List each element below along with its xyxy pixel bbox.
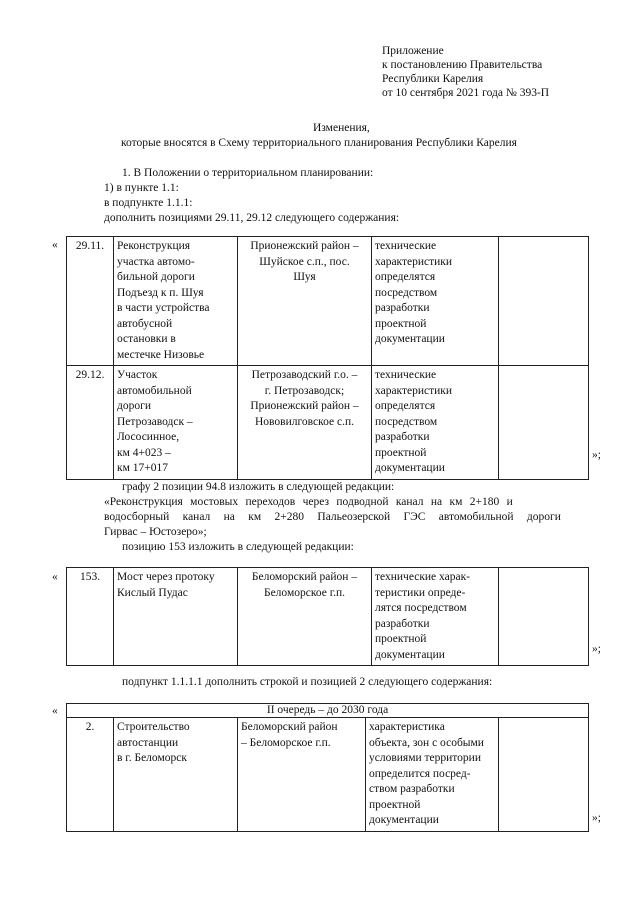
body-paragraph: позицию 153 изложить в следующей редакции:: [122, 541, 354, 553]
quote-close-mark: »;: [592, 812, 601, 824]
intro-paragraph: в подпункте 1.1.1:: [104, 197, 193, 209]
header-line: к постановлению Правительства: [382, 59, 543, 71]
table-heading-row: [67, 704, 589, 718]
position-153-table: [66, 567, 589, 666]
quote-close-mark: »;: [592, 449, 601, 461]
header-line: от 10 сентября 2021 года № 393-П: [382, 87, 550, 99]
object-name: Реконструкция участка автомо- бильной дороги Подъезд к п. Шуя в части устройства автобусной остановки в местечке Низовье: [114, 237, 238, 366]
location: Беломорский район – Беломорское г.п.: [238, 568, 372, 666]
intro-paragraph: 1. В Положении о территориальном планировании:: [122, 167, 374, 179]
doc-title: Изменения,: [313, 122, 370, 134]
characteristics: технические харак- теристики опреде- лятся посредством разработки проектной документации: [372, 568, 499, 666]
body-paragraph: водосборный канал на км 2+280 Пальеозерской ГЭС автомобильной дороги: [104, 511, 561, 523]
intro-paragraph: дополнить позициями 29.11, 29.12 следующего содержания:: [104, 212, 400, 224]
header-line: Республики Карелия: [382, 73, 484, 85]
location: Петрозаводский г.о. – г. Петрозаводск; Прионежский район – Нововилговское с.п.: [238, 366, 372, 480]
position-number: 2.: [67, 718, 114, 832]
table-row: [67, 237, 589, 366]
positions-table: [66, 236, 589, 480]
stage-two-table: [66, 703, 589, 832]
doc-subtitle: которые вносятся в Схему территориального планирования Республики Карелия: [121, 137, 517, 149]
extra-cell: [499, 568, 589, 666]
stage-heading: II очередь – до 2030 года: [67, 704, 589, 718]
extra-cell: [499, 718, 589, 832]
characteristics: технические характеристики определятся посредством разработки проектной документации: [372, 237, 499, 366]
object-name: Участок автомобильной дороги Петрозаводск – Лососинное, км 4+023 – км 17+017: [114, 366, 238, 480]
table-row: [67, 366, 589, 480]
body-paragraph: графу 2 позиции 94.8 изложить в следующей редакции:: [122, 481, 395, 493]
position-number: 153.: [67, 568, 114, 666]
body-paragraph: Гирвас – Юстозеро»;: [104, 526, 207, 538]
table-row: [67, 568, 589, 666]
characteristics: технические характеристики определятся посредством разработки проектной документации: [372, 366, 499, 480]
header-line: Приложение: [382, 45, 444, 57]
quote-close-mark: »;: [592, 643, 601, 655]
object-name: Строительство автостанции в г. Беломорск: [114, 718, 238, 832]
location: Прионежский район – Шуйское с.п., пос. Шуя: [238, 237, 372, 366]
extra-cell: [499, 366, 589, 480]
characteristics: характеристика объекта, зон с особыми условиями территории определится посред- ством разработки проектной документации: [366, 718, 499, 832]
extra-cell: [499, 237, 589, 366]
position-number: 29.12.: [67, 366, 114, 480]
intro-paragraph: 1) в пункте 1.1:: [104, 182, 179, 194]
table-row: [67, 718, 589, 832]
appendix-header: [382, 44, 549, 100]
object-name: Мост через протоку Кислый Пудас: [114, 568, 238, 666]
body-paragraph: подпункт 1.1.1.1 дополнить строкой и позицией 2 следующего содержания:: [122, 676, 493, 688]
quote-open-mark: «: [52, 239, 58, 251]
position-number: 29.11.: [67, 237, 114, 366]
quote-open-mark: «: [52, 705, 58, 717]
quote-open-mark: «: [52, 571, 58, 583]
body-paragraph: «Реконструкция мостовых переходов через подводной канал на км 2+180 и: [104, 496, 513, 508]
location: Беломорский район – Беломорское г.п.: [238, 718, 366, 832]
